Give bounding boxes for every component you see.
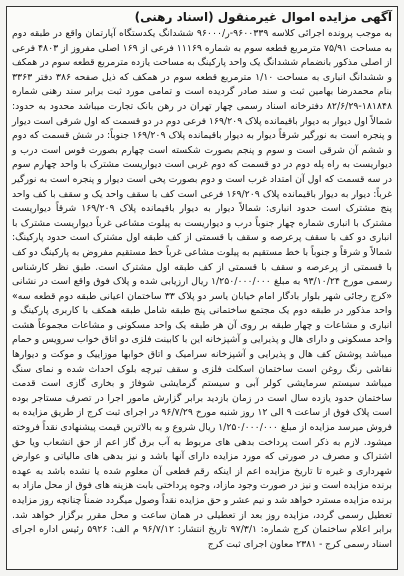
notice-body: به موجب پرونده اجرائی کلاسه ۹۶۰۰۳۳۹-ر/۹۶۰۰۰ ششدانگ یکدستگاه آپارتمان واقع در طبقه دوم به مساحت ۷۵/۹۱ مترمربع قطعه سوم به شماره ۱۱۱۶۹ فرعی از ۱۶۹ اصلی مفروز از ۴۸۰۳ فرعی از اصلی مذکور بانضمام ششدانگ یک واحد پارکینگ به مساحت یازده مترمربع قطعه سوم در همکف و ششدانگ انباری به مساحت ۱/۱۰ مترمربع قطعه سوم در همکف که ذیل صفحه ۳۸۶ دفتر ۳۳۶۳ بنام محمدرضا بهامین ثبت و سند صادر گردیده است و تمامی مورد ثبت برابر سند رهنی شماره ۱۸۱۸۴۸-۸۲/۶/۲۹ دفترخانه اسناد رسمی چهار تهران در رهن بانک تجارت میباشد محدود به حدود: شمالاً اول دیوار به دیوار باقیمانده پلاک ۱۶۹/۲۰۹ فرعی دوم در دو قسمت که اول شرقی است دیوار و پنجره است به نورگیر شرقاً دیوار به دیوار باقیمانده پلاک ۱۶۹/۲۰۹ جنوباً: در شش قسمت که دوم و ششم آن شرقی است و سوم و پنجم بصورت شکسته است چهارم بصورت قوس است درب و دیواریست به راه پله دوم در دو قسمت که دوم غربی است دیواریست مشترک با واحد چهارم سوم در سه قسمت که اول آن امتداد غرب است و دوم بصورت پخی است دیوار و پنجره است به نورگیر غرباً: دیوار به دیوار باقیمانده پلاک ۱۶۹/۲۰۹ فرعی است کف با سقف واحد یک و سقف با کف واحد پنج مشترک است حدود انباری: شمالاً دیوار به دیوار باقیمانده پلاک ۱۶۹/۲۰۹ شرقاً دیواریست مشترک با انباری شماره چهار جنوباً درب و دیواریست به پیلوت مشاعی غرباً دیواریست مشترک با انباری دو کف با سقف پرعرصه و سقف با قسمتی از کف طبقه اول مشترک است حدود پارکینگ: شمالاً و شرقاً و جنوباً با خط مستقیم به پیلوت مشاعی غرباً خط مستقیم مفروض به پارکینگ دو کف با قسمتی از پرعرصه و سقف با قسمتی از کف طبقه اول مشترک است. طبق نظر کارشناس رسمی مورخ ۹۳/۱۰/۲۴ به مبلغ ۱/۲۵۰/۰۰۰/۰۰۰ ریال ارزیابی شده و پلاک فوق واقع است در نشانی «کرج رجائی شهر بلوار بادگار امام خیابان یاسر دو پلاک ۳۳ ساختمان اعیانی طبقه دوم قطعه سه» واحد مذکور در طبقه دوم یک مجتمع ساختمانی پنج طبقه شامل طبقه همکف با کاربری پارکینگ و انباری و مشاعات و چهار طبقه بر روی آن هر طبقه یک واحد مسکونی و مشاعات مجموعاً هشت واحد مسکونی و دارای هال و پذیرایی و آشپزخانه این با کابینت فلزی دو اتاق خواب سرویس و حمام میباشد پوشش کف هال و پذیرایی و آشپزخانه سرامیک و اتاق خوابها موزاییک و موکت و دیوارها نقاشی رنگ روغن است ساختمان اسکلت فلزی و سقف تیرچه بلوک احداث شده و نمای سنگ میباشد سیستم سرمایشی کولر آبی و سیستم گرمایشی شوفاژ و بخاری گازی است قدمت ساختمان حدود یازده سال است در زمان بازدید برابر گزارش مامور اجرا در تصرف مستاجر بوده است پلاک فوق از ساعت ۹ الی ۱۲ روز شنبه مورخ ۹۶/۷/۲۹ در اجرای ثبت کرج از طریق مزایده به فروش میرسد مزایده از مبلغ ۱/۲۵۰/۰۰۰/۰۰۰ ریال شروع و به بالاترین قیمت پیشنهادی نقداً فروخته میشود. لازم به ذکر است پرداخت بدهی های مربوط به آب برق گاز اعم از حق انشعاب ویا حق اشتراک و مصرف در صورتی که مورد مزایده دارای آنها باشد و نیز بدهی های مالیاتی و عوارض شهرداری و غیره تا تاریخ مزایده اعم از اینکه رقم قطعی آن معلوم شده یا نشده باشد به عهده برنده مزایده است و نیز در صورت وجود مازاد، وجوه پرداختی بابت هزینه های فوق از محل مازاد به برنده مزایده مسترد خواهد شد و نیم عشر و حق مزایده نقداً وصول میگردد ضمناً چنانچه روز مزایده تعطیل رسمی گردد، مزایده روز بعد از تعطیلی در همان ساعت و محل مقرر برگزار خواهد شد. برابر اعلام ساختمان کرج شماره: ۹۷/۳/۱ تاریخ انتشار: ۹۶/۷/۱۲ م الف: ۵۹۲۶ رئیس اداره اجرای اسناد رسمی کرج - ۲۳۸۱ معاون اجرای ثبت کرج [12,28,393,550]
legal-notice [6,6,398,570]
notice-title: آگهی مزایده اموال غیرمنقول (اسناد رهنی) [134,10,392,24]
